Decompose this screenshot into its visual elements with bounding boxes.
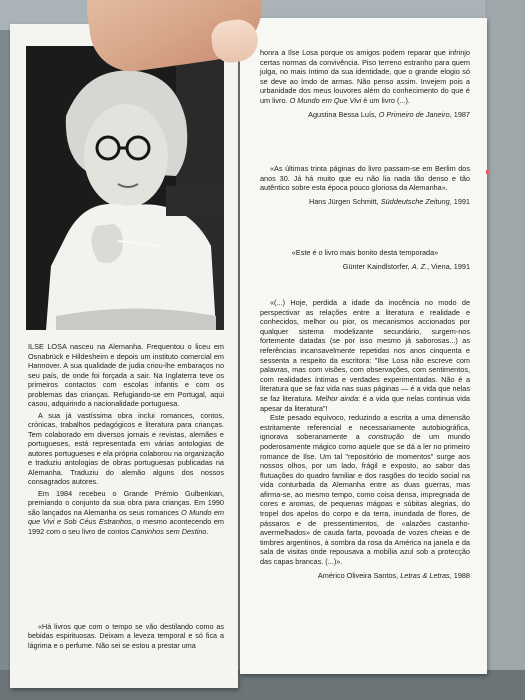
q1-source: O Primeiro de Janeiro bbox=[378, 109, 450, 119]
q2-author: Hans Jürgen Schmitt, bbox=[308, 196, 381, 206]
q3-year: , Viena, 1991 bbox=[427, 261, 470, 271]
author-portrait-image bbox=[26, 46, 224, 330]
q3-author: Günter Kaindlstorfer, bbox=[342, 261, 412, 271]
q4-author: Américo Oliveira Santos, bbox=[317, 570, 401, 580]
q2-source: Süddeutsche Zeitung bbox=[380, 196, 450, 206]
q1-text-b: é um livro (...). bbox=[361, 95, 410, 105]
quote-agustina bbox=[260, 48, 470, 119]
quote-agustina-text bbox=[260, 48, 470, 106]
q4-p2-b: de um mundo poderosamente mágico como aquele que se dá a ler no primeiro romance de Ilse. Um tal "repositório de momentos" surge aos nossos olhos, por um lado, frágil e exposto, ao sabor das flutuações do quadro familiar e dos rasgões do tecido social na vida conturbada da Alemanha entre as duas guerras, mas afirma-se, ao mesmo tempo, como coisa densa, impregnada de cores e aromas, de pequenas mágoas e súbitas alegrias, do tropel dos apelos do corpo e da terra, inundada de flores, de pássaros e de pressentimentos, de «alazões castanho-avermelhados» de cauda farta, povoada de vozes cheias e de timbres argentinos, à sombra da rosa da América na janela e da sala de visitas onde repousava a mobília azul sob a protecção das capas brancas. (...)». bbox=[260, 432, 470, 567]
bio-p3-book-title-2: Caminhos sem Destino bbox=[131, 526, 207, 536]
q1-year: , 1987 bbox=[449, 109, 470, 119]
author-biography bbox=[28, 342, 224, 538]
quote-kaindlstorfer-attribution bbox=[260, 262, 470, 272]
quote-agustina-attribution bbox=[260, 110, 470, 120]
bio-paragraph-3 bbox=[28, 489, 224, 537]
q4-p1-italic: Melhor ainda bbox=[315, 393, 359, 403]
q4-p1-b: : é a vida que nelas continua vida apesar da literatura"! bbox=[260, 393, 470, 413]
left-book-flap bbox=[10, 24, 238, 688]
quote-oliveira-santos bbox=[260, 298, 470, 580]
q1-author: Agustina Bessa Luís, bbox=[308, 109, 379, 119]
q4-source: Letras & Letras bbox=[400, 570, 450, 580]
bio-paragraph-2: A sua já vastíssima obra inclui romances, contos, crónicas, trabalhos pedagógicos e literatura para crianças. Tem colaborado em diversos jornais e revistas, alemães e portugueses, está representada em várias antologias de autores portugueses e ela própria colaborou na organização e traduziu antologias de obras portuguesas publicadas na Alemanha. Traduziu do alemão alguns dos nossos consagrados autores. bbox=[28, 410, 224, 486]
q4-year: , 1988 bbox=[449, 570, 470, 580]
left-flap-quote bbox=[28, 622, 224, 650]
bio-p3-text-a: Em 1984 recebeu o Grande Prémio Gulbenkian, premiando o conjunto da sua obra para crianças. Em 1990 são lançados na Alemanha os seus romances bbox=[28, 488, 224, 517]
quote-kaindlstorfer-text: «Este é o livro mais bonito desta temporada» bbox=[291, 248, 439, 257]
bio-paragraph-1: ILSE LOSA nasceu na Alemanha. Frequentou o liceu em Osnabrück e Hildesheim e depois um instituto comercial em Hannover. A sua qualidade de judia criou-lhe embaraços no seu país, de onde foi forçada a sair. Na Inglaterra teve os primeiros contactos com escolas infantis e com os problemas das crianças. Refugiando-se em Portugal, aqui casou, adquirindo a nacionalidade portuguesa. bbox=[28, 342, 224, 408]
q4-p1-a: «(...) Hoje, perdida a idade da inocência no modo de perspectivar as relações entre a literatura e realidade e conhecidos, melhor ou pior, os mecanismos accionados por qualquer sistema modelizante secundário, surgem-nos fortemente datadas (se por isso mesmo já saborosas...) as referências incansavelmente repetidas nos anos cinquenta e sessenta a respeito da escritora: "Ilse Losa não escreve com palavras, mas com visões, com observações, com sentimentos, com realidades íntimas e verdades experimentadas. Não é a literatura que se faz vida nas suas páginas — é a vida que nelas se faz literatura. bbox=[260, 298, 470, 403]
quote-oliveira-p2 bbox=[260, 413, 470, 567]
bio-p3-text-b: , o mesmo acontecendo em 1992 com o seu livro de contos bbox=[28, 517, 225, 536]
quote-schmitt bbox=[260, 164, 470, 206]
author-photo bbox=[26, 46, 224, 330]
background-right bbox=[485, 0, 525, 700]
quote-oliveira-p1 bbox=[260, 298, 470, 413]
quote-schmitt-text: «As últimas trinta páginas do livro passam-se em Berlim dos anos 30. Já há muito que eu não lia nada tão denso e tão autêntico sobre esta época pouco gloriosa da Alemanha». bbox=[260, 164, 470, 193]
edge-mark bbox=[486, 170, 489, 174]
q1-book-title: O Mundo em Que Vivi bbox=[289, 95, 362, 105]
q1-text-a: honra a Ilse Losa porque os amigos podem reparar que infrinjo certas normas da convivência. Piso terreno estranho para quem julga, no mais íntimo da sua identidade, que o grande elogio só se deve ao ímdo de armas. Não penso assim. Invejem pois a urbanidade dos meus louvores além do conhecimento do que é um livro. bbox=[260, 48, 470, 105]
left-quote-text: «Há livros que com o tempo se vão destilando como as bebidas espirituosas. Deixam a leveza temporal e só fica a lágrima e o perfume. Não sei se estou a prestar uma bbox=[28, 622, 224, 650]
q4-p2-a: Este pesado equívoco, reduzindo a escrita a uma dimensão estritamente referencial e necessariamente autobiográfica, ignorava soberanamente a bbox=[260, 413, 470, 442]
q2-year: , 1991 bbox=[449, 196, 470, 206]
bio-p3-book-title: O Mundo em que Vivi e Sob Céus Estranhos bbox=[28, 507, 224, 526]
quote-schmitt-attribution bbox=[260, 197, 470, 207]
quote-kaindlstorfer bbox=[260, 248, 470, 271]
right-book-flap bbox=[240, 18, 487, 674]
q3-source: A. Z. bbox=[411, 261, 428, 271]
bio-p3-text-c: . bbox=[206, 526, 209, 536]
quote-oliveira-attribution bbox=[260, 571, 470, 581]
q4-p2-italic: construção bbox=[368, 432, 404, 442]
